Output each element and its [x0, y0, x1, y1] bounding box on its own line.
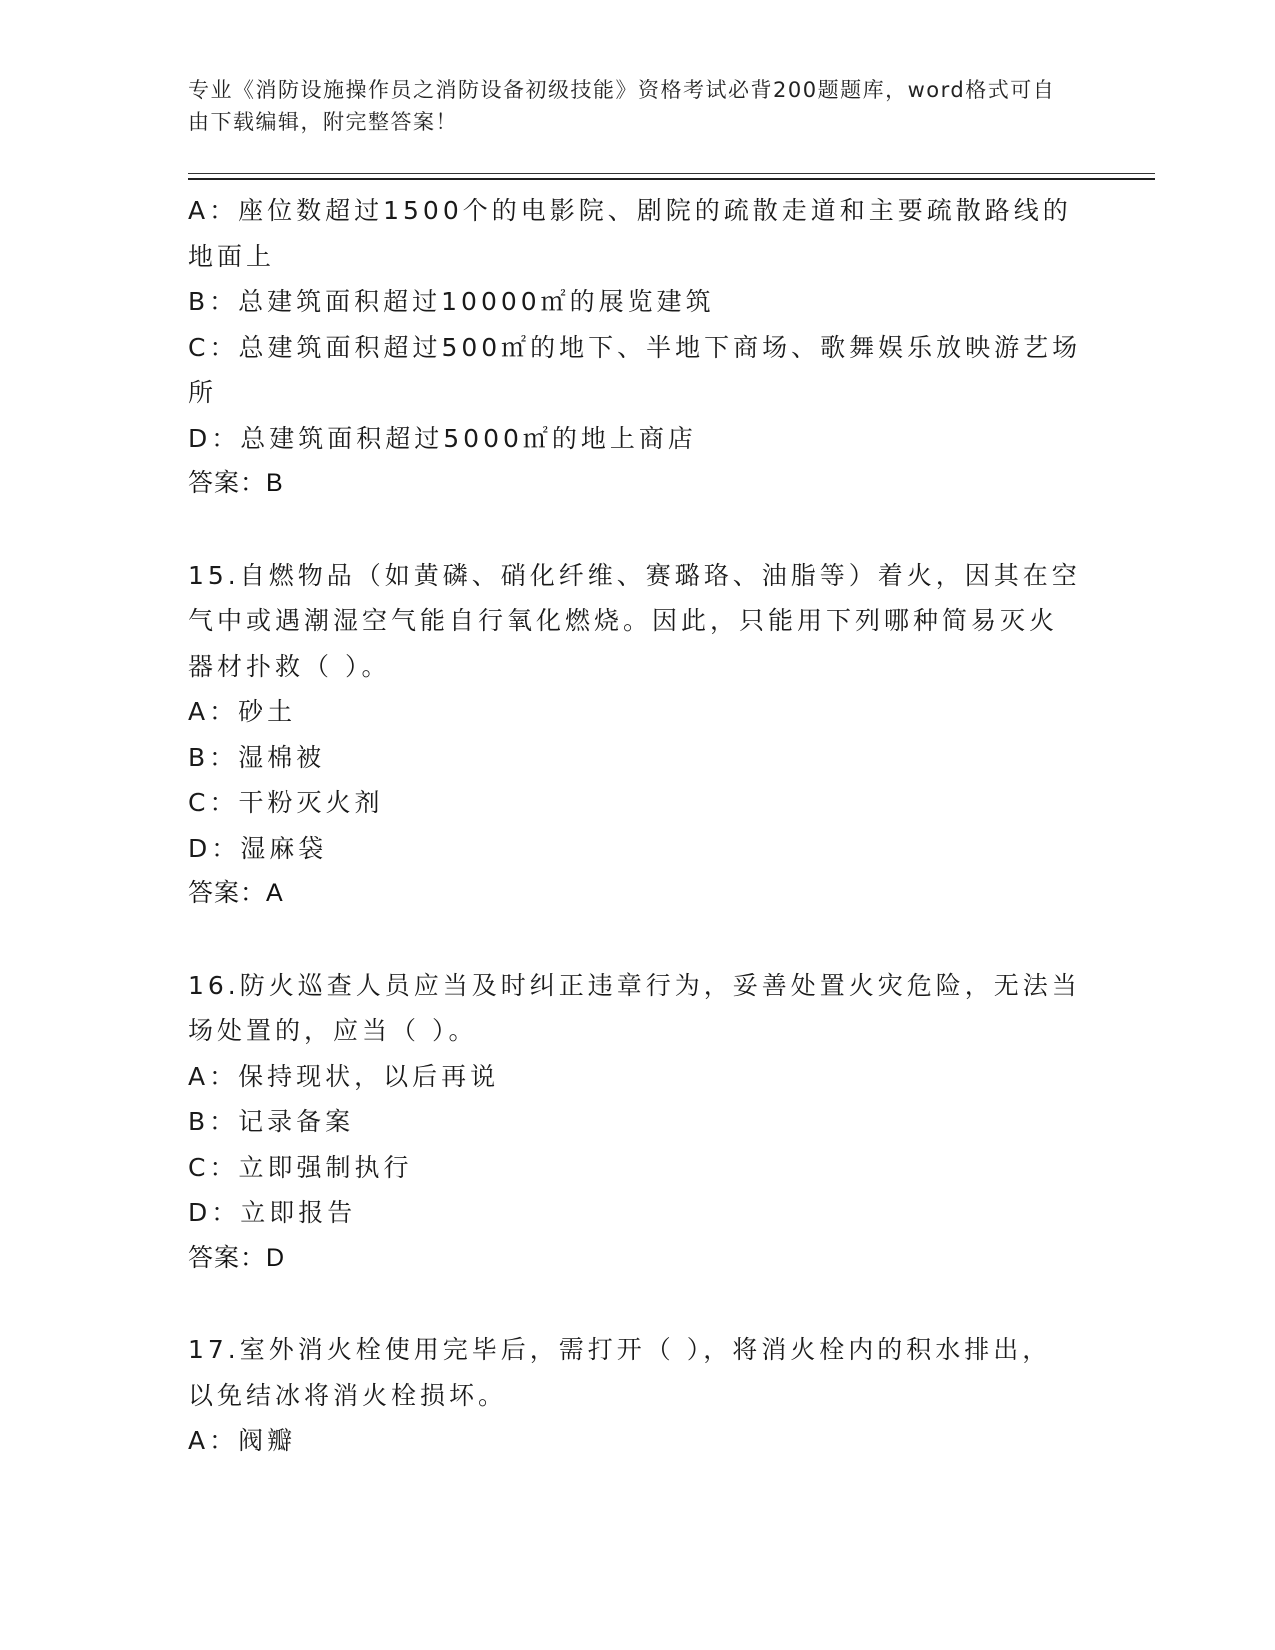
- option-d: D：立即报告: [188, 1198, 357, 1227]
- option-b: B：记录备案: [188, 1107, 355, 1136]
- option-b: B：湿棉被: [188, 742, 326, 772]
- option-c: C：立即强制执行: [188, 1152, 413, 1182]
- question-stem: 15.自燃物品（如黄磷、硝化纤维、赛璐珞、油脂等）着火，因其在空: [188, 560, 1081, 590]
- question-stem: 16.防火巡查人员应当及时纠正违章行为，妥善处置火灾危险，无法当: [188, 970, 1081, 1000]
- question-stem-continued: 器材扑救（ ）。: [188, 651, 391, 681]
- question-17: [188, 1327, 1068, 1464]
- answer-label: 答案：D: [188, 1243, 286, 1272]
- question-stem-continued: 场处置的，应当（ ）。: [188, 1016, 478, 1045]
- question-stem-continued: 气中或遇潮湿空气能自行氧化燃烧。因此，只能用下列哪种简易灭火: [188, 606, 1059, 635]
- question-14-continued: [188, 188, 1082, 507]
- option-c: C：总建筑面积超过500㎡的地下、半地下商场、歌舞娱乐放映游艺场: [188, 332, 1082, 362]
- header-divider-thin: [188, 173, 1155, 174]
- question-15: [188, 553, 1081, 917]
- option-a: A：座位数超过1500个的电影院、剧院的疏散走道和主要疏散路线的: [188, 196, 1072, 225]
- option-a: A：阀瓣: [188, 1426, 297, 1455]
- header-title: 专业《消防设施操作员之消防设备初级技能》资格考试必背200题题库，word格式可自由下载编辑，附完整答案！: [188, 78, 1056, 134]
- option-c-continued: 所: [188, 378, 218, 407]
- document-header: [188, 74, 1068, 138]
- question-stem-continued: 以免结冰将消火栓损坏。: [188, 1380, 508, 1410]
- option-b: B：总建筑面积超过10000㎡的展览建筑: [188, 287, 715, 316]
- question-stem: 17.室外消火栓使用完毕后，需打开（ ），将消火栓内的积水排出，: [188, 1335, 1052, 1364]
- option-d: D：总建筑面积超过5000㎡的地上商店: [188, 423, 697, 453]
- option-d: D：湿麻袋: [188, 833, 328, 863]
- question-16: [188, 963, 1081, 1282]
- question-list: [188, 188, 1082, 1464]
- header-divider-thick: [188, 178, 1155, 180]
- option-a-continued: 地面上: [188, 241, 276, 271]
- answer-label: 答案：A: [188, 879, 284, 907]
- answer-label: 答案：B: [188, 469, 284, 497]
- option-a: A：砂土: [188, 697, 297, 726]
- option-c: C：干粉灭火剂: [188, 788, 384, 817]
- option-a: A：保持现状，以后再说: [188, 1061, 500, 1091]
